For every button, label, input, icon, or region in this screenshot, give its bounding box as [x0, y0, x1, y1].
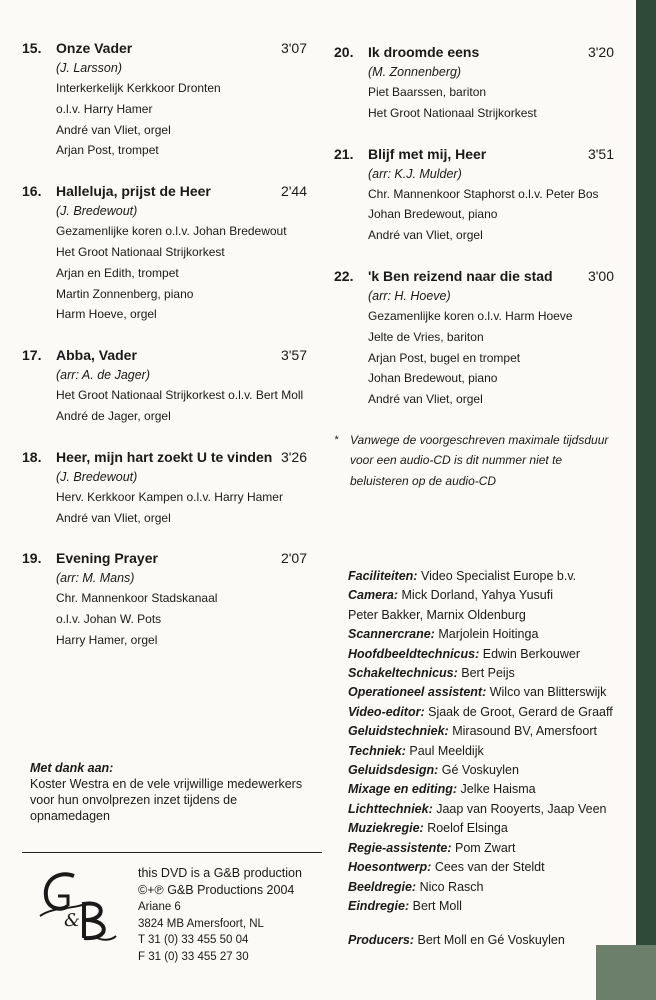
track-duration: 3'07: [280, 40, 307, 56]
credit-names: Mick Dorland, Yahya Yusufi: [401, 588, 553, 603]
credit-line: [348, 722, 628, 741]
producers-role: Producers:: [348, 933, 414, 948]
track-number: 21.: [334, 145, 354, 162]
track-header: [334, 42, 614, 62]
track-duration: 3'26: [280, 448, 307, 465]
track-title: 'k Ben reizend naar die stad: [368, 267, 553, 284]
address-line: Ariane 6: [138, 901, 181, 913]
credit-line: [348, 858, 628, 877]
tracklist-right: [334, 42, 614, 491]
credit-names: Bert Peijs: [461, 666, 515, 681]
track-duration: 2'07: [280, 550, 307, 567]
credit-role: Techniek:: [348, 743, 406, 758]
address-line: 3824 MB Amersfoort, NL: [138, 917, 264, 930]
footnote: [334, 430, 614, 492]
track-item: [334, 42, 614, 124]
track-number: 16.: [22, 183, 42, 200]
credit-role: Mixage en editing:: [348, 782, 458, 797]
track-title: Ik droomde eens: [368, 44, 480, 60]
track-performer: Jelte de Vries, bariton: [368, 329, 484, 344]
footnote-text: Vanwege de voorgeschreven maximale tijdsduur voor een audio-CD is dit nummer niet te beluisteren op de audio-CD: [350, 432, 609, 488]
track-duration: 3'00: [587, 267, 614, 284]
credit-line: [348, 878, 628, 897]
credit-names: Peter Bakker, Marnix Oldenburg: [348, 607, 526, 622]
fax-line: F 31 (0) 33 455 27 30: [138, 950, 249, 963]
track-title: Onze Vader: [56, 40, 133, 56]
track-number: 19.: [22, 550, 42, 567]
track-performer: Harry Hamer, orgel: [56, 632, 158, 647]
credit-line: [348, 839, 628, 858]
credit-line: [348, 625, 628, 644]
track-performer: Arjan Post, bugel en trompet: [368, 350, 521, 365]
track-performer: Johan Bredewout, piano: [368, 207, 498, 222]
track-details: [334, 62, 614, 124]
credit-line: [348, 780, 628, 799]
credit-names: Gé Voskuylen: [441, 763, 519, 778]
track-item: [22, 38, 307, 161]
track-performer: Arjan en Edith, trompet: [56, 265, 179, 280]
track-item: [22, 181, 307, 325]
divider: [22, 852, 322, 853]
thanks-block: [30, 760, 320, 824]
credit-role: Hoofdbeeldtechnicus:: [348, 646, 480, 661]
track-performer: Gezamenlijke koren o.l.v. Harm Hoeve: [368, 308, 573, 323]
credit-role: Muziekregie:: [348, 821, 424, 836]
track-composer: (arr: K.J. Mulder): [368, 166, 462, 181]
credit-line: [348, 586, 628, 605]
track-header: [22, 345, 307, 365]
credit-names: Paul Meeldijk: [409, 743, 484, 758]
credit-role: Camera:: [348, 588, 399, 603]
track-number: 22.: [334, 267, 354, 284]
track-composer: (M. Zonnenberg): [368, 65, 462, 79]
credit-line: [348, 703, 628, 722]
producers-names: Bert Moll en Gé Voskuylen: [417, 933, 565, 948]
track-composer: (J. Bredewout): [56, 469, 138, 484]
credit-role: Geluidstechniek:: [348, 724, 449, 739]
track-details: [22, 365, 307, 427]
track-header: [334, 266, 614, 286]
credit-line: [348, 800, 628, 819]
credit-line: [348, 664, 628, 683]
credit-line: [348, 761, 628, 780]
track-number: 20.: [334, 44, 354, 60]
track-composer: (J. Larsson): [56, 61, 122, 75]
track-header: [22, 447, 307, 467]
track-number: 17.: [22, 347, 42, 364]
track-performer: Gezamenlijke koren o.l.v. Johan Bredewout: [56, 224, 287, 239]
track-performer: André van Vliet, orgel: [368, 228, 483, 243]
track-performer: Harm Hoeve, orgel: [56, 307, 157, 322]
credit-names: Cees van der Steldt: [434, 860, 545, 875]
credit-role: Scannercrane:: [348, 627, 435, 642]
track-details: [22, 568, 307, 650]
gb-logo-icon: [34, 866, 120, 946]
track-duration: 2'44: [280, 183, 307, 200]
credit-names: Video Specialist Europe b.v.: [420, 569, 577, 583]
track-details: [22, 467, 307, 529]
track-item: [334, 144, 614, 246]
track-title: Blijf met mij, Heer: [368, 145, 487, 162]
thanks-title: Met dank aan:: [30, 761, 114, 775]
credit-role: Eindregie:: [348, 898, 410, 913]
track-item: [22, 447, 307, 529]
credit-line: [348, 819, 628, 838]
track-title: Halleluja, prijst de Heer: [56, 183, 211, 200]
credit-role: Operationeel assistent:: [348, 685, 487, 700]
credit-line: [348, 897, 628, 916]
track-duration: 3'51: [587, 145, 614, 162]
track-title: Abba, Vader: [56, 347, 137, 364]
track-performer: Het Groot Nationaal Strijkorkest o.l.v. Bert Moll: [56, 388, 304, 403]
credit-names: Sjaak de Groot, Gerard de Graaff: [428, 704, 613, 719]
credit-role: Beeldregie:: [348, 879, 417, 894]
credit-role: Regie-assistente:: [348, 840, 452, 855]
credit-line: [348, 645, 628, 664]
credit-role: Schakeltechnicus:: [348, 666, 458, 681]
track-performer: André van Vliet, orgel: [56, 510, 171, 525]
track-performer: Chr. Mannenkoor Stadskanaal: [56, 591, 218, 606]
track-header: [334, 144, 614, 164]
credit-names: Jelke Haisma: [460, 782, 536, 797]
credit-line: [348, 606, 628, 625]
credit-role: Faciliteiten:: [348, 569, 418, 583]
track-details: [22, 201, 307, 325]
track-performer: Het Groot Nationaal Strijkorkest: [368, 105, 537, 120]
credit-names: Bert Moll: [412, 898, 462, 913]
credit-names: Jaap van Rooyerts, Jaap Veen: [436, 801, 607, 816]
track-performer: Johan Bredewout, piano: [368, 371, 498, 386]
track-details: [22, 58, 307, 161]
credit-names: Pom Zwart: [455, 840, 516, 855]
credit-names: Roelof Elsinga: [427, 821, 508, 836]
track-composer: (arr: M. Mans): [56, 571, 135, 586]
production-line: this DVD is a G&B production: [138, 866, 302, 880]
track-composer: (arr: A. de Jager): [56, 368, 151, 383]
credit-names: Nico Rasch: [419, 879, 484, 894]
credit-role: Hoesontwerp:: [348, 860, 432, 875]
track-details: [334, 164, 614, 246]
thanks-text: Koster Westra en de vele vrijwillige medewerkers voor hun onvolprezen inzet tijdens de opnamedagen: [30, 777, 303, 823]
credit-names: Wilco van Blitterswijk: [489, 685, 607, 700]
credit-role: Lichttechniek:: [348, 801, 433, 816]
track-composer: (J. Bredewout): [56, 204, 138, 219]
track-details: [334, 286, 614, 410]
credit-names: Edwin Berkouwer: [482, 646, 581, 661]
tracklist-left: [22, 38, 307, 671]
track-performer: o.l.v. Harry Hamer: [56, 101, 153, 116]
track-header: [22, 181, 307, 201]
credit-line: [348, 567, 628, 586]
track-performer: Herv. Kerkkoor Kampen o.l.v. Harry Hamer: [56, 489, 283, 504]
track-performer: Arjan Post, trompet: [56, 143, 159, 158]
track-performer: o.l.v. Johan W. Pots: [56, 612, 162, 627]
track-item: [334, 266, 614, 410]
track-performer: Martin Zonnenberg, piano: [56, 286, 194, 301]
track-number: 15.: [22, 40, 42, 56]
track-performer: André van Vliet, orgel: [368, 392, 483, 407]
track-title: Evening Prayer: [56, 550, 158, 567]
credit-names: Mirasound BV, Amersfoort: [452, 724, 597, 739]
credits-list: [348, 567, 628, 951]
credit-role: Video-editor:: [348, 704, 425, 719]
track-performer: Chr. Mannenkoor Staphorst o.l.v. Peter Bos: [368, 186, 599, 201]
credit-names: Marjolein Hoitinga: [438, 627, 539, 642]
track-duration: 3'57: [280, 347, 307, 364]
track-item: [22, 548, 307, 650]
producers-line: [348, 931, 628, 950]
track-performer: Piet Baarssen, bariton: [368, 85, 487, 99]
production-info: [138, 865, 338, 965]
corner-tab: [596, 945, 656, 1000]
track-number: 18.: [22, 448, 42, 465]
svg-text:&: &: [64, 910, 81, 931]
credit-line: [348, 742, 628, 761]
track-header: [22, 38, 307, 58]
credit-role: Geluidsdesign:: [348, 763, 439, 778]
track-performer: André van Vliet, orgel: [56, 122, 171, 137]
track-performer: André de Jager, orgel: [56, 408, 171, 423]
track-performer: Interkerkelijk Kerkkoor Dronten: [56, 81, 221, 95]
credit-line: [348, 683, 628, 702]
track-composer: (arr: H. Hoeve): [368, 288, 451, 303]
track-header: [22, 548, 307, 568]
phone-line: T 31 (0) 33 455 50 04: [138, 934, 249, 946]
footnote-star: *: [334, 433, 339, 446]
track-performer: Het Groot Nationaal Strijkorkest: [56, 244, 225, 259]
track-duration: 3'20: [587, 44, 614, 60]
track-title: Heer, mijn hart zoekt U te vinden: [56, 448, 273, 465]
copyright-line: ©+℗ G&B Productions 2004: [138, 883, 295, 897]
track-item: [22, 345, 307, 427]
